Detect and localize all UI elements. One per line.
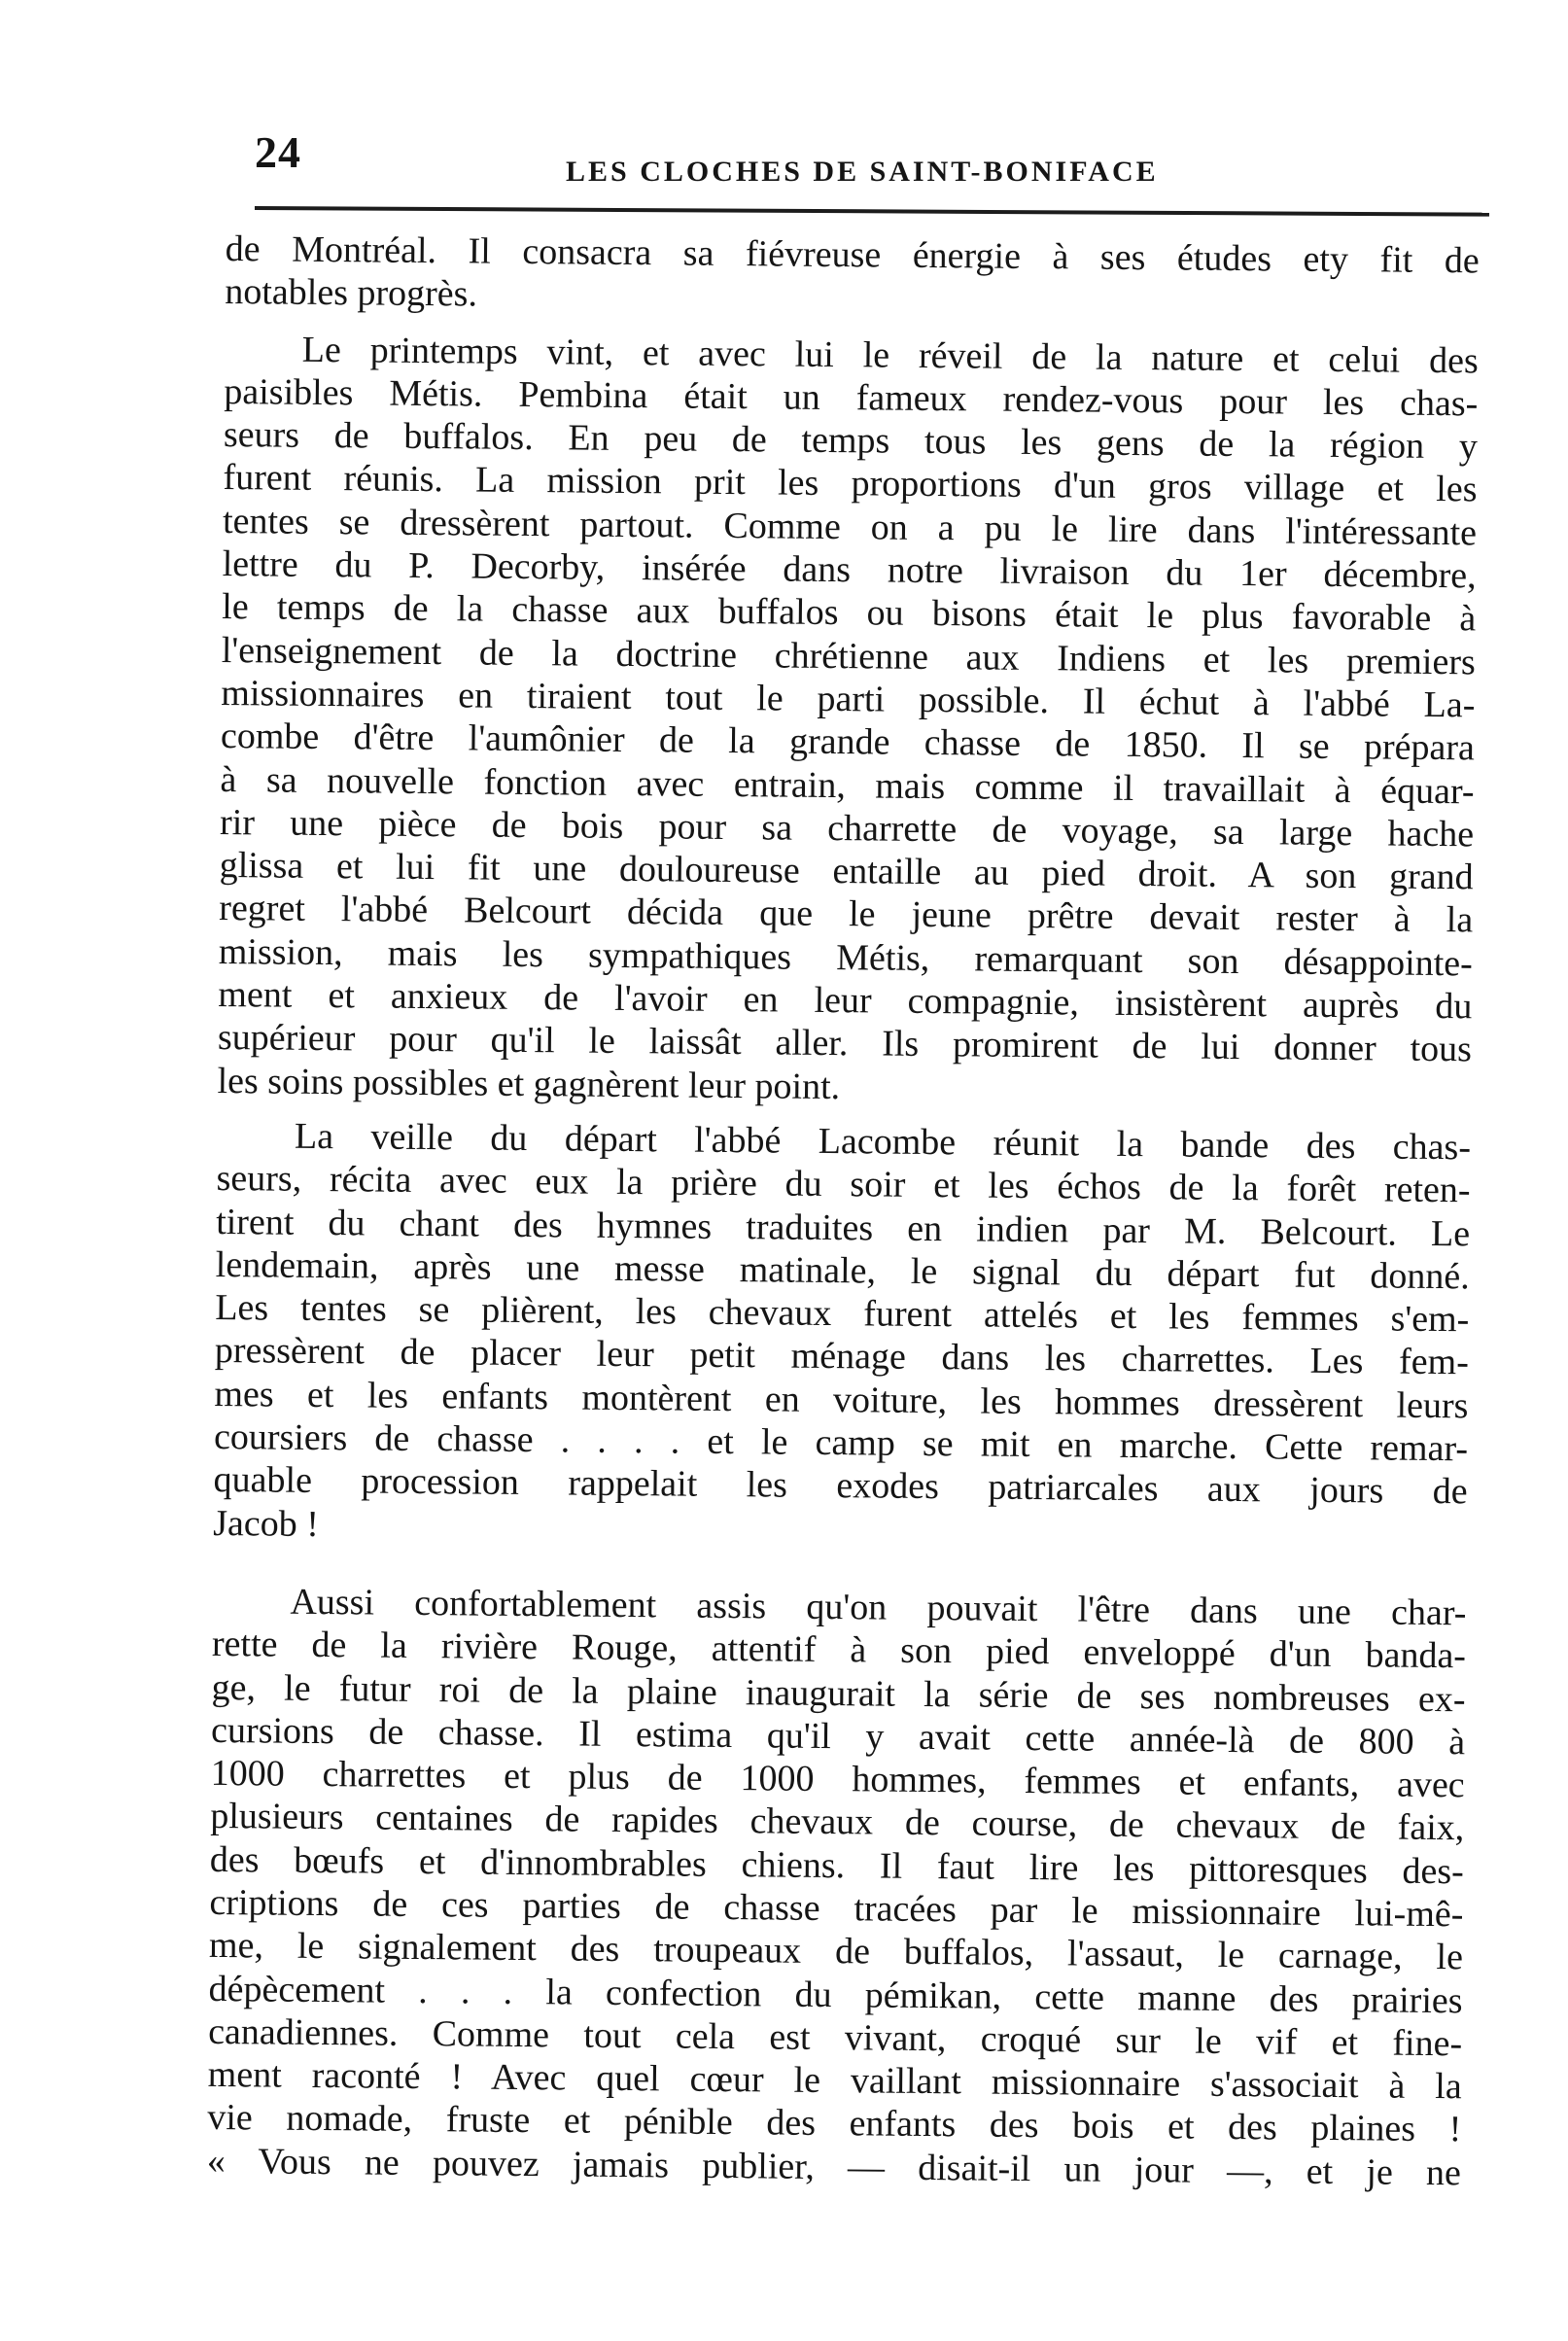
text-line: criptions de ces parties de chasse tracées par le missionnaire lui-mê- (209, 1881, 1464, 1936)
text-line: ge, le futur roi de la plaine inaugurait la série de ses nombreuses ex- (211, 1666, 1466, 1720)
text-line: Les tentes se plièrent, les chevaux furent attelés et les femmes s'em- (215, 1287, 1470, 1341)
header-rule (255, 206, 1489, 217)
text-line: supérieur pour qu'il le laissât aller. Ils promirent de lui donner tous (217, 1017, 1473, 1070)
text-line: missionnaires en tiraient tout le parti possible. Il échut à l'abbé La- (221, 672, 1476, 726)
text-line: glissa et lui fit une douloureuse entaille au pied droit. A son grand (219, 845, 1474, 898)
text-line: lettre du P. Decorby, insérée dans notre livraison du 1er décembre, (222, 543, 1477, 597)
text-line: « Vous ne pouvez jamais publier, — disait-il un jour —, et je ne (206, 2140, 1462, 2194)
paragraph (217, 328, 1479, 1115)
page-number: 24 (255, 127, 301, 177)
text-line: rir une pièce de bois pour sa charrette de voyage, sa large hache (219, 801, 1475, 856)
text-line: coursiers de chasse . . . . et le camp se mit en marche. Cette remar- (213, 1415, 1469, 1470)
text-line: le temps de la chasse aux buffalos ou bisons était le plus favorable à (222, 586, 1477, 640)
paragraph (213, 1114, 1471, 1556)
text-line: mes et les enfants montèrent en voiture, les hommes dressèrent leurs (214, 1373, 1469, 1427)
text-line: mission, mais les sympathiques Métis, remarquant son désappointe- (218, 930, 1473, 985)
text-line: quable procession rappelait les exodes patriarcales aux jours de (213, 1459, 1468, 1513)
text-line: à sa nouvelle fonction avec entrain, mais comme il travaillait à équar- (220, 758, 1475, 812)
text-line: Aussi confortablement assis qu'on pouvait l'être dans une char- (290, 1581, 1467, 1634)
running-title: LES CLOCHES DE SAINT-BONIFACE (566, 156, 1159, 188)
text-line: ment raconté ! Avec quel cœur le vaillant missionnaire s'associait à la (207, 2054, 1462, 2108)
text-line: La veille du départ l'abbé Lacombe réunit la bande des chas- (294, 1115, 1472, 1169)
text-line: lendemain, après une messe matinale, le signal du départ fut donné. (215, 1243, 1470, 1298)
text-line: tentes se dressèrent partout. Comme on a pu le lire dans l'intéressante (222, 500, 1478, 554)
text-line: furent réunis. La mission prit les proportions d'un gros village et les (223, 457, 1478, 510)
text-line: ment et anxieux de l'avoir en leur compagnie, insistèrent auprès du (218, 974, 1473, 1028)
text-line: pressèrent de placer leur petit ménage dans les charrettes. Les fem- (214, 1330, 1470, 1383)
text-line: Jacob ! (213, 1502, 320, 1545)
text-line: plusieurs centaines de rapides chevaux de course, de chevaux de faix, (210, 1796, 1465, 1849)
text-line: rette de la rivière Rouge, attentif à son pied enveloppé d'un banda- (211, 1624, 1467, 1677)
text-line: paisibles Métis. Pembina était un fameux rendez-vous pour les chas- (224, 370, 1479, 425)
text-line: vie nomade, fruste et pénible des enfants des bois et des plaines ! (207, 2097, 1462, 2150)
text-line: Le printemps vint, et avec lui le réveil de la nature et celui des (301, 329, 1479, 381)
body-text (207, 227, 1480, 2194)
text-line: notables progrès. (225, 271, 478, 315)
text-line: 1000 charrettes et plus de 1000 hommes, femmes et enfants, avec (210, 1753, 1465, 1806)
text-line: l'enseignement de la doctrine chrétienne aux Indiens et les premiers (221, 629, 1476, 683)
text-line: combe d'être l'aumônier de la grande chasse de 1850. Il se prépara (220, 716, 1476, 769)
text-line: dépècement . . . la confection du pémikan, cette manne des prairies (208, 1968, 1463, 2021)
text-line: canadiennes. Comme tout cela est vivant, croqué sur le vif et fine- (207, 2010, 1463, 2065)
text-line: seurs, récita avec eux la prière du soir et les échos de la forêt reten- (216, 1158, 1471, 1211)
text-line: de Montréal. Il consacra sa fiévreuse énergie à ses études ety fit de (225, 227, 1480, 282)
text-line: tirent du chant des hymnes traduites en indien par M. Belcourt. Le (215, 1201, 1471, 1254)
text-line: regret l'abbé Belcourt décida que le jeune prêtre devait rester à la (219, 888, 1474, 941)
text-line: cursions de chasse. Il estima qu'il y avait cette année-là de 800 à (210, 1709, 1466, 1764)
text-line: seurs de buffalos. En peu de temps tous les gens de la région y (223, 414, 1479, 468)
paragraph (225, 227, 1480, 326)
text-line: des bœufs et d'innombrables chiens. Il faut lire les pittoresques des- (209, 1838, 1465, 1892)
page-header (255, 126, 1489, 194)
text-line: les soins possibles et gagnèrent leur point. (217, 1060, 841, 1107)
paragraph (207, 1580, 1467, 2195)
text-line: me, le signalement des troupeaux de buffalos, l'assaut, le carnage, le (208, 1925, 1464, 1978)
